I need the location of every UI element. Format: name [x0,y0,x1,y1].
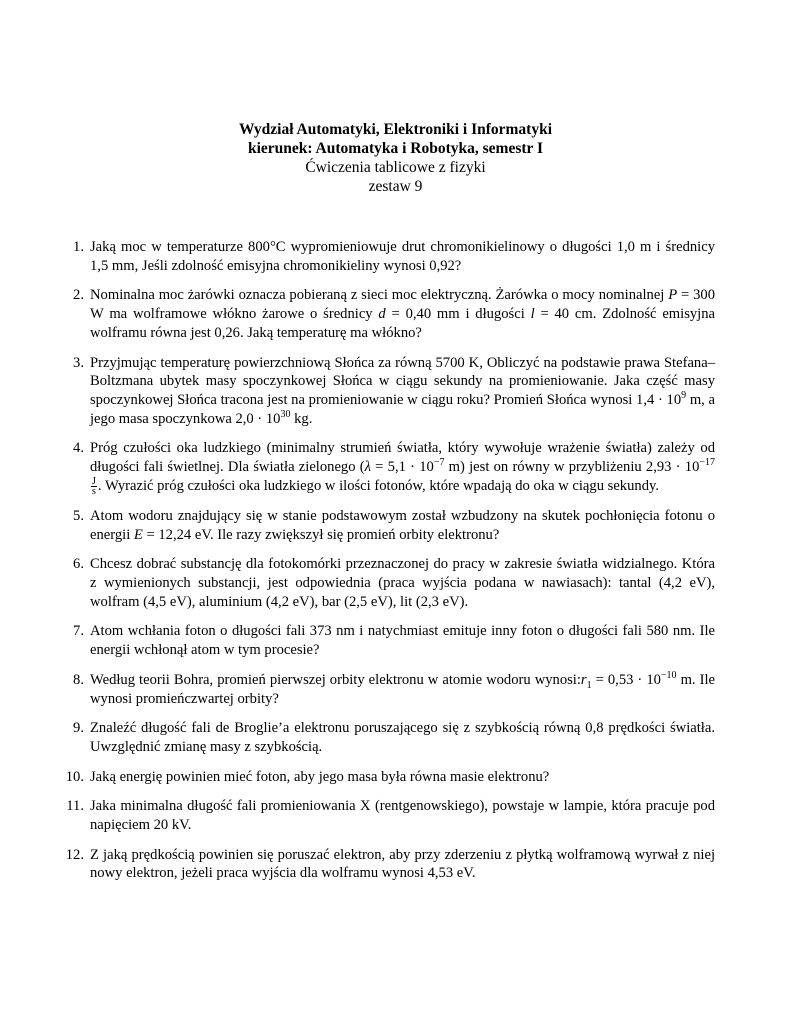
problem-number: 4. [73,440,84,457]
problem-list [60,238,715,894]
problem-text: Atom wodoru znajdujący się w stanie podstawowym został wzbudzony na skutek pochłonięcia fotonu o energii E = 12,24 eV. Ile razy zwiększył się promień orbity elektronu? [90,507,715,543]
problem-text: Atom wchłania foton o długości fali 373 nm i natychmiast emituje inny foton o długości fali 580 nm. Ile energii wchłonął atom w tym procesie? [90,623,715,659]
problem-number: 10. [65,768,84,785]
problem-5 [60,507,715,544]
problem-number: 9. [73,720,84,737]
problem-number: 12. [65,846,84,863]
problem-text: Według teorii Bohra, promień pierwszej orbity elektronu w atomie wodoru $wynosi:r_1 = 0,53 \cdot 10^{-10}$ m. Ile wynosi promieńczwartej orbity? [90,669,715,707]
problem-3 [60,354,715,429]
problem-4 [60,439,715,496]
problem-text: Jaka minimalna długość fali promieniowania X (rentgenowskiego), powstaje w lampie, która pracuje pod napięciem 20 kV. [90,798,715,834]
problem-9 [60,719,715,756]
problem-text: Próg czułości oka ludzkiego (minimalny strumień światła, który wywołuje wrażenie światła) zależy od długości fali świetlnej. Dla światła zielonego ($\lambda = 5,1 \cdot 10^{-7}$ m) jest on równy w przybliżeniu $2,93 \cdot 10^{-17}$ $\frac{J}{s}$ . Wyrazić próg czułości oka ludzkiego w ilości fotonów, które wpadają do oka w ciągu sekundy. [90,440,716,497]
problem-text: Z jaką prędkością powinien się poruszać elektron, aby przy zderzeniu z płytką wolframową wyrwał z niej nowy elektron, jeżeli praca wyjścia dla wolframu wynosi 4,53 eV. [90,846,715,882]
problem-number: 8. [73,671,84,688]
problem-number: 7. [73,623,84,640]
problem-text: Jaką energię powinien mieć foton, aby jego masa była równa masie elektronu? [90,768,550,785]
document-header [0,120,791,196]
problem-text: Przyjmując temperaturę powierzchniową Słońca za równą 5700 K, Obliczyć na podstawie prawa Stefana–Boltzmana ubytek masy spoczynkowej Słońca w ciągu sekundy na promieniowanie. Jaka część masy spoczynkowej Słońca tracona jest na promieniowanie w ciągu roku? Promień Słońca wynosi $1,4 \cdot 10^9$ m, a jego masa spoczynkowa $2,0 \cdot 10^{30}$ kg. [90,354,716,427]
unit-fraction: $\frac{J}{s}$ [92,475,96,497]
problem-number: 5. [73,507,84,524]
problem-12 [60,846,715,883]
problem-8 [60,671,715,708]
problem-6 [60,555,715,611]
problem-number: 11. [66,798,84,815]
problem-number: 6. [73,556,84,573]
problem-text: Nominalna moc żarówki oznacza pobieraną z sieci moc elektryczną. Żarówka o mocy nominalnej P = 300 W ma wolframowe włókno żarowe o średnicy d = 0,40 mm i długości l = 40 cm. Zdolność emisyjna wolframu równa jest 0,26. Jaką temperaturę ma włókno? [90,287,716,341]
problem-text: Jaką moc w temperaturze 800°C wypromieniowuje drut chromonikielinowy o długości 1,0 m i średnicy 1,5 mm, Jeśli zdolność emisyjna chromonikieliny wynosi 0,92? [90,239,715,274]
problem-text: Chcesz dobrać substancję dla fotokomórki przeznaczonej do pracy w zakresie światła widzialnego. Która z wymienionych substancji, jest odpowiednia (praca wyjścia podana w nawiasach): tantal (4,2 eV), wolfram (4,5 eV), aluminium (4,2 eV), bar (2,5 eV), lit (2,3 eV). [90,556,715,610]
problem-number: 1. [73,239,84,255]
faculty-title: Wydział Automatyki, Elektroniki i Informatyki [238,121,553,138]
problem-7 [60,622,715,659]
problem-11 [60,797,715,834]
set-number: zestaw 9 [368,178,423,195]
problem-number: 3. [73,354,84,371]
exercise-title: Ćwiczenia tablicowe z fizyki [305,159,486,176]
problem-10 [60,768,715,787]
problem-1 [60,238,715,275]
problem-text: Znaleźć długość fali de Broglie’a elektronu poruszającego się z szybkością równą 0,8 prędkości światła. Uwzględnić zmianę masy z szybkością. [90,720,715,755]
course-title: kierunek: Automatyka i Robotyka, semestr I [247,140,544,157]
problem-2 [60,286,715,342]
problem-number: 2. [73,287,84,304]
